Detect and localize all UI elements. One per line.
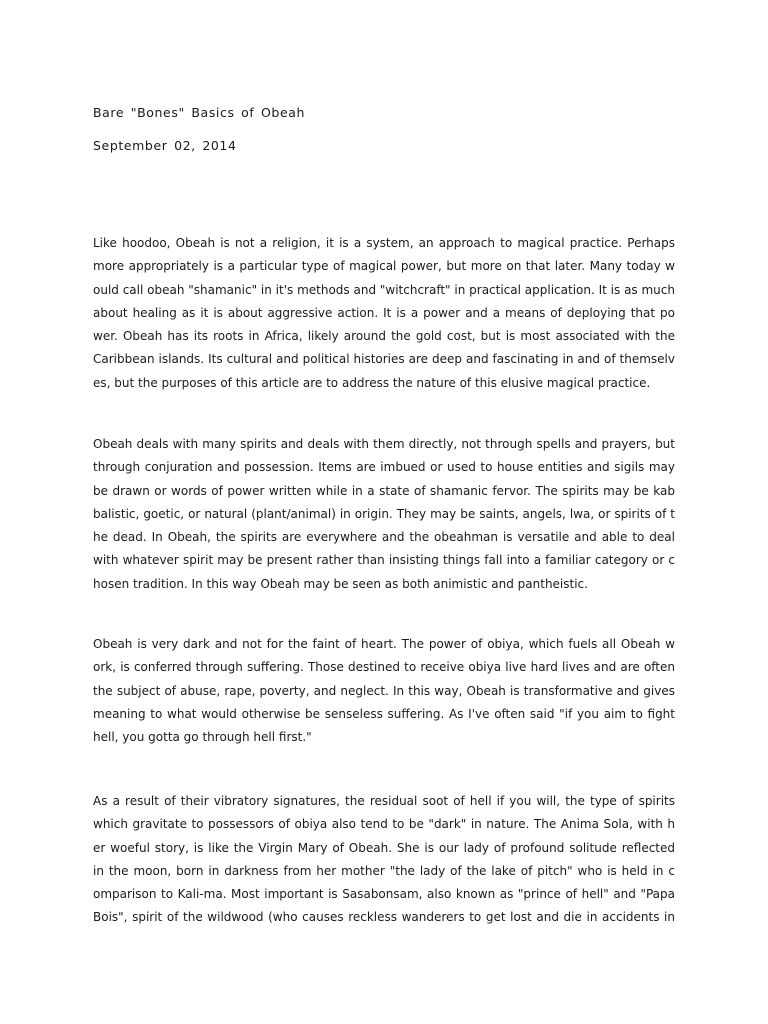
text-line: he dead. In Obeah, the spirits are everywhere and the obeahman is versatile and able to deal bbox=[93, 530, 675, 545]
text-line: wer. Obeah has its roots in Africa, likely around the gold cost, but is most associated with the bbox=[93, 329, 675, 344]
text-line: more appropriately is a particular type of magical power, but more on that later. Many today w bbox=[93, 259, 675, 274]
text-line: in the moon, born in darkness from her mother "the lady of the lake of pitch" who is held in c bbox=[93, 863, 675, 878]
text-line: meaning to what would otherwise be senseless suffering. As I've often said "if you aim to fight bbox=[93, 706, 675, 721]
text-line: the subject of abuse, rape, poverty, and neglect. In this way, Obeah is transformative and gives bbox=[93, 683, 675, 698]
text-line: er woeful story, is like the Virgin Mary of Obeah. She is our lady of profound solitude reflected bbox=[93, 840, 675, 855]
text-line: Caribbean islands. Its cultural and political histories are deep and fascinating in and of themselv bbox=[93, 352, 675, 367]
text-line: ould call obeah "shamanic" in it's methods and "witchcraft" in practical application. It is as much bbox=[93, 282, 675, 297]
text-line: through conjuration and possession. Items are imbued or used to house entities and sigils may bbox=[93, 460, 675, 475]
document-title: Bare "Bones" Basics of Obeah bbox=[93, 105, 306, 120]
text-line: ork, is conferred through suffering. Those destined to receive obiya live hard lives and are often bbox=[93, 660, 675, 675]
text-line: with whatever spirit may be present rather than insisting things fall into a familiar category or c bbox=[93, 553, 675, 568]
text-line: es, but the purposes of this article are to address the nature of this elusive magical practice. bbox=[93, 375, 651, 390]
text-line: hosen tradition. In this way Obeah may be seen as both animistic and pantheistic. bbox=[93, 576, 588, 591]
paragraph-4 bbox=[93, 790, 675, 930]
text-line: Obeah deals with many spirits and deals with them directly, not through spells and prayers, but bbox=[93, 437, 675, 451]
text-line: As a result of their vibratory signatures, the residual soot of hell if you will, the type of spirits bbox=[93, 794, 675, 808]
text-line: Obeah is very dark and not for the faint of heart. The power of obiya, which fuels all Obeah w bbox=[93, 637, 675, 651]
text-line: be drawn or words of power written while in a state of shamanic fervor. The spirits may be kab bbox=[93, 483, 675, 498]
document-date: September 02, 2014 bbox=[93, 138, 237, 153]
text-line: balistic, goetic, or natural (plant/animal) in origin. They may be saints, angels, lwa, or spirits of t bbox=[93, 506, 675, 521]
text-line: which gravitate to possessors of obiya also tend to be "dark" in nature. The Anima Sola, with h bbox=[93, 817, 675, 832]
text-line: Like hoodoo, Obeah is not a religion, it is a system, an approach to magical practice. Perhaps bbox=[93, 236, 675, 250]
text-line: about healing as it is about aggressive action. It is a power and a means of deploying that po bbox=[93, 305, 675, 320]
paragraph-1 bbox=[93, 232, 675, 395]
paragraph-2 bbox=[93, 433, 675, 596]
paragraph-3 bbox=[93, 633, 675, 749]
text-line: omparison to Kali-ma. Most important is Sasabonsam, also known as "prince of hell" and "Papa bbox=[93, 887, 675, 902]
text-line: hell, you gotta go through hell first." bbox=[93, 730, 312, 745]
text-line: Bois", spirit of the wildwood (who causes reckless wanderers to get lost and die in accidents in bbox=[93, 910, 675, 925]
